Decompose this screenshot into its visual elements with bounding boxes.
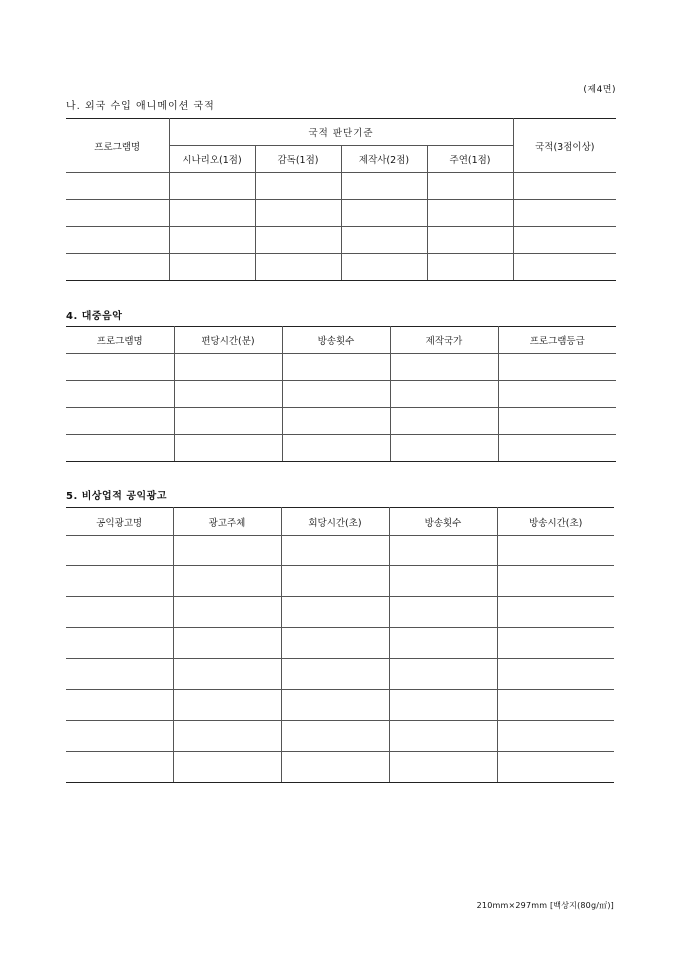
input-cell[interactable] [389,659,497,690]
popular-music-table [66,326,616,462]
input-cell[interactable] [513,227,616,254]
input-cell[interactable] [169,254,255,281]
table-row [66,254,616,281]
col-production-company: 제작사(2점) [341,146,427,173]
input-cell[interactable] [174,435,282,462]
input-cell[interactable] [427,227,513,254]
input-cell[interactable] [173,690,281,721]
col-scenario: 시나리오(1점) [169,146,255,173]
input-cell[interactable] [281,690,389,721]
col-broadcast-count: 방송횟수 [389,508,497,536]
input-cell[interactable] [255,173,341,200]
input-cell[interactable] [281,536,389,566]
input-cell[interactable] [173,752,281,783]
input-cell[interactable] [389,566,497,597]
col-minutes-per-episode: 편당시간(분) [174,327,282,354]
input-cell[interactable] [282,435,390,462]
input-cell[interactable] [497,628,614,659]
input-cell[interactable] [255,254,341,281]
input-cell[interactable] [282,354,390,381]
table-row [66,659,614,690]
input-cell[interactable] [66,381,174,408]
input-cell[interactable] [255,227,341,254]
nationality-criteria-header: 국적 판단기준 [169,119,513,146]
input-cell[interactable] [173,536,281,566]
table-row [66,381,616,408]
input-cell[interactable] [497,659,614,690]
table-row [66,597,614,628]
input-cell[interactable] [281,597,389,628]
input-cell[interactable] [66,173,169,200]
col-seconds-per-airing: 회당시간(초) [281,508,389,536]
input-cell[interactable] [174,354,282,381]
input-cell[interactable] [66,566,173,597]
col-director: 감독(1점) [255,146,341,173]
public-ad-table [66,507,614,783]
input-cell[interactable] [173,721,281,752]
input-cell[interactable] [497,536,614,566]
table-row [66,227,616,254]
input-cell[interactable] [281,721,389,752]
page-number: (제4면) [583,85,616,95]
input-cell[interactable] [389,690,497,721]
input-cell[interactable] [169,173,255,200]
input-cell[interactable] [173,597,281,628]
public-ad-title: 5. 비상업적 공익광고 [66,491,167,502]
input-cell[interactable] [513,173,616,200]
table-row [66,173,616,200]
input-cell[interactable] [389,628,497,659]
input-cell[interactable] [341,227,427,254]
input-cell[interactable] [66,408,174,435]
input-cell[interactable] [66,721,173,752]
input-cell[interactable] [66,597,173,628]
col-program-rating: 프로그램등급 [498,327,616,354]
table-row [66,200,616,227]
input-cell[interactable] [173,659,281,690]
input-cell[interactable] [427,173,513,200]
animation-nationality-title: 나. 외국 수입 애니메이션 국적 [66,101,215,112]
input-cell[interactable] [390,354,498,381]
input-cell[interactable] [255,200,341,227]
input-cell[interactable] [169,227,255,254]
input-cell[interactable] [341,254,427,281]
input-cell[interactable] [498,408,616,435]
input-cell[interactable] [497,566,614,597]
col-production-country: 제작국가 [390,327,498,354]
input-cell[interactable] [281,659,389,690]
input-cell[interactable] [282,381,390,408]
input-cell[interactable] [66,536,173,566]
table-row [66,435,616,462]
table-row [66,408,616,435]
input-cell[interactable] [389,536,497,566]
input-cell[interactable] [66,227,169,254]
col-advertiser: 광고주체 [173,508,281,536]
table-row [66,566,614,597]
input-cell[interactable] [281,752,389,783]
input-cell[interactable] [389,721,497,752]
input-cell[interactable] [169,200,255,227]
input-cell[interactable] [513,200,616,227]
input-cell[interactable] [498,354,616,381]
col-nationality: 국적(3점이상) [513,119,616,173]
table-row [66,690,614,721]
input-cell[interactable] [497,690,614,721]
input-cell[interactable] [498,435,616,462]
input-cell[interactable] [174,381,282,408]
input-cell[interactable] [427,200,513,227]
input-cell[interactable] [341,173,427,200]
col-broadcast-seconds: 방송시간(초) [497,508,614,536]
input-cell[interactable] [66,752,173,783]
input-cell[interactable] [281,566,389,597]
table-row [66,721,614,752]
input-cell[interactable] [66,200,169,227]
col-program-name: 프로그램명 [66,119,169,173]
input-cell[interactable] [66,354,174,381]
table-row [66,536,614,566]
input-cell[interactable] [513,254,616,281]
input-cell[interactable] [173,628,281,659]
input-cell[interactable] [497,721,614,752]
input-cell[interactable] [66,435,174,462]
input-cell[interactable] [389,752,497,783]
col-lead-actor: 주연(1점) [427,146,513,173]
input-cell[interactable] [390,408,498,435]
table-row [66,752,614,783]
paper-spec-footer: 210mm×297mm [백상지(80g/㎡)] [476,901,614,910]
table-row [66,354,616,381]
input-cell[interactable] [498,381,616,408]
input-cell[interactable] [497,752,614,783]
input-cell[interactable] [497,597,614,628]
input-cell[interactable] [173,566,281,597]
input-cell[interactable] [66,690,173,721]
input-cell[interactable] [389,597,497,628]
input-cell[interactable] [341,200,427,227]
input-cell[interactable] [427,254,513,281]
col-program-name: 프로그램명 [66,327,174,354]
input-cell[interactable] [66,254,169,281]
popular-music-title: 4. 대중음악 [66,311,123,322]
input-cell[interactable] [390,381,498,408]
input-cell[interactable] [66,659,173,690]
input-cell[interactable] [66,628,173,659]
input-cell[interactable] [174,408,282,435]
input-cell[interactable] [390,435,498,462]
table-row [66,628,614,659]
input-cell[interactable] [282,408,390,435]
input-cell[interactable] [281,628,389,659]
animation-nationality-table [66,118,616,281]
col-broadcast-count: 방송횟수 [282,327,390,354]
col-ad-name: 공익광고명 [66,508,173,536]
